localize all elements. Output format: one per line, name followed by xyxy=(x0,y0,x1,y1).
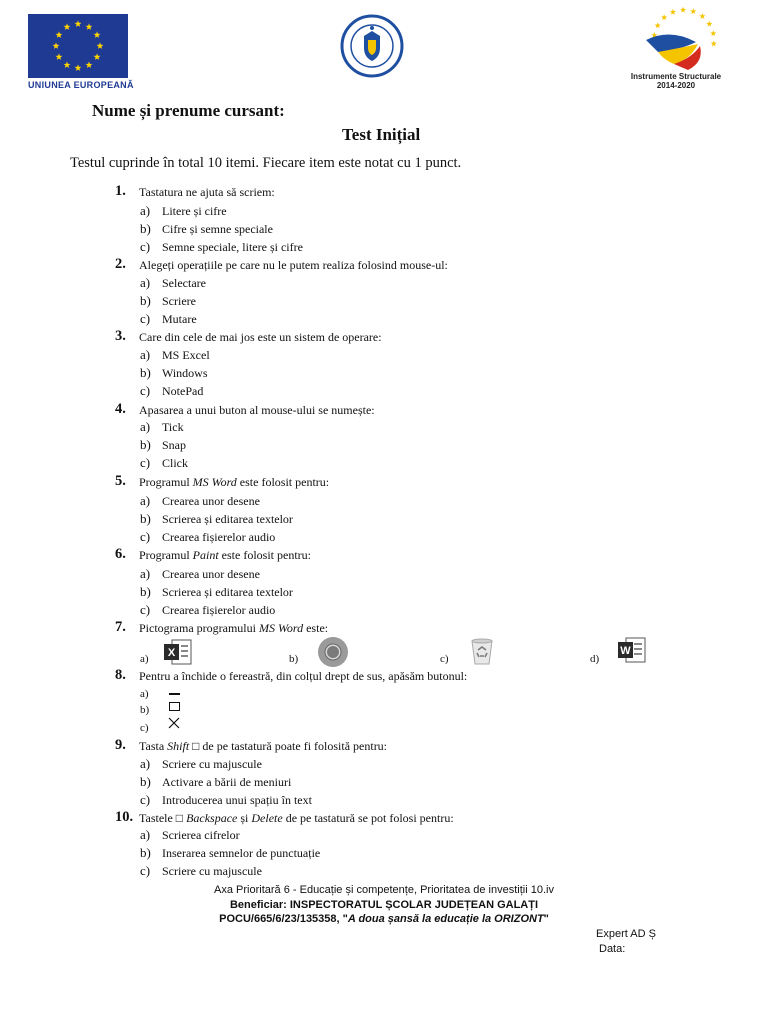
option-text: Scriere cu majuscule xyxy=(162,757,262,771)
question-text-post: este: xyxy=(303,621,329,635)
option-text: Litere și cifre xyxy=(162,204,227,218)
option-label: c) xyxy=(140,239,151,254)
struct-label-line2: 2014-2020 xyxy=(656,81,696,90)
struct-star-icon xyxy=(706,21,712,27)
question-text-emphasis: Shift xyxy=(167,739,190,753)
option-label: a) xyxy=(140,566,151,581)
option-text: Crearea fișierelor audio xyxy=(162,603,276,617)
question-text-post: este folosit pentru: xyxy=(236,475,330,489)
struct-star-icon xyxy=(680,7,686,13)
question-text xyxy=(139,811,454,826)
question-text-pre: Pictograma programului xyxy=(139,621,259,635)
eu-label: UNIUNEA EUROPEANĂ xyxy=(28,80,134,90)
struct-star-icon xyxy=(661,14,667,20)
option-label: b) xyxy=(140,437,151,452)
question-text-post: de pe tastatură se pot folosi pentru: xyxy=(282,811,454,825)
option-text: Crearea fișierelor audio xyxy=(162,530,276,544)
footer-project-code: POCU/665/6/23/135358, " xyxy=(219,913,348,925)
option-label: a) xyxy=(140,275,151,290)
expert-label: Expert AD Ș xyxy=(596,928,656,940)
option-text: Cifre și semne speciale xyxy=(162,222,273,236)
question-number: 10. xyxy=(115,809,134,825)
instrumente-structurale-logo xyxy=(640,4,722,74)
option-text: Click xyxy=(162,456,188,470)
option-text: Scrierea cifrelor xyxy=(162,828,240,842)
option-label: a) xyxy=(140,653,149,665)
question-text xyxy=(139,621,328,636)
instrumente-structurale-label xyxy=(622,72,730,90)
option-label: c) xyxy=(140,455,151,470)
close-icon xyxy=(167,716,181,735)
struct-star-icon xyxy=(690,8,696,14)
question-number: 5. xyxy=(115,473,126,489)
struct-star-icon xyxy=(710,30,716,36)
option-label: c) xyxy=(140,722,149,734)
option-text: Crearea unor desene xyxy=(162,567,260,581)
question-text: Alegeți operațiile pe care nu le putem realiza folosind mouse-ul: xyxy=(139,258,448,272)
option-text: Scrierea și editarea textelor xyxy=(162,512,293,526)
option-label: c) xyxy=(140,792,151,807)
question-number: 6. xyxy=(115,546,126,562)
question-text: Pentru a închide o fereastră, din colțul drept de sus, apăsăm butonul: xyxy=(139,669,468,683)
option-label: b) xyxy=(140,704,150,716)
option-label: c) xyxy=(140,863,151,878)
option-text: Introducerea unui spațiu în text xyxy=(162,793,312,807)
question-text-pre: Tastele □ xyxy=(139,811,187,825)
option-label: c) xyxy=(140,311,151,326)
question-text: Care din cele de mai jos este un sistem de operare: xyxy=(139,330,382,344)
option-label: c) xyxy=(440,653,449,665)
question-text-pre: Tasta xyxy=(139,739,168,753)
option-text: Crearea unor desene xyxy=(162,494,260,508)
question-text-post: □ de pe tastatură poate fi folosită pentru: xyxy=(189,739,388,753)
structural-funds-icon xyxy=(640,4,722,74)
question-text-mid: și xyxy=(237,811,252,825)
date-label: Data: xyxy=(599,943,626,955)
question-text xyxy=(139,475,329,490)
question-number: 7. xyxy=(115,619,126,635)
option-text: Scrierea și editarea textelor xyxy=(162,585,293,599)
option-text: MS Excel xyxy=(162,348,210,362)
footer-beneficiary-line: Beneficiar: INSPECTORATUL ȘCOLAR JUDEȚEAN GALAȚI xyxy=(229,899,539,911)
question-number: 9. xyxy=(115,737,126,753)
footer-axis-line: Axa Prioritară 6 - Educație și competențe, Prioritatea de investiții 10.iv xyxy=(214,884,554,896)
question-text-emphasis: MS Word xyxy=(258,621,304,635)
eu-flag-logo xyxy=(28,14,128,78)
struct-star-icon xyxy=(670,9,676,15)
option-label: a) xyxy=(140,827,151,842)
option-label: b) xyxy=(140,365,151,380)
test-intro: Testul cuprinde în total 10 itemi. Fiecare item este notat cu 1 punct. xyxy=(70,155,462,171)
option-text: NotePad xyxy=(162,384,204,398)
question-text-pre: Programul xyxy=(139,548,193,562)
option-text: Activare a bării de meniuri xyxy=(162,775,292,789)
struct-star-icon xyxy=(711,41,717,47)
option-text: Scriere cu majuscule xyxy=(162,864,262,878)
question-text xyxy=(139,548,311,563)
excel-icon xyxy=(163,638,193,671)
option-text: Inserarea semnelor de punctuație xyxy=(162,846,321,860)
option-label: a) xyxy=(140,756,151,771)
footer-project-line xyxy=(0,913,768,925)
option-label: c) xyxy=(140,529,151,544)
option-text: Semne speciale, litere și cifre xyxy=(162,240,303,254)
question-number: 3. xyxy=(115,328,126,344)
question-number: 4. xyxy=(115,401,126,417)
question-number: 2. xyxy=(115,256,126,272)
question-number: 8. xyxy=(115,667,126,683)
option-label: a) xyxy=(140,493,151,508)
question-text-post: este folosit pentru: xyxy=(218,548,311,562)
option-label: a) xyxy=(140,688,149,700)
chrome-icon xyxy=(317,636,349,673)
option-label: b) xyxy=(140,584,151,599)
svg-text:W: W xyxy=(620,645,631,657)
government-seal-icon xyxy=(340,14,404,78)
question-text-emphasis: MS Word xyxy=(192,475,237,489)
option-label: b) xyxy=(140,511,151,526)
struct-label-line1: Instrumente Structurale xyxy=(630,72,722,81)
option-label: b) xyxy=(140,221,151,236)
romanian-government-seal xyxy=(340,14,404,78)
option-label: a) xyxy=(140,419,151,434)
option-text: Mutare xyxy=(162,312,197,326)
question-text: Tastatura ne ajuta să scriem: xyxy=(139,185,275,199)
question-text-emphasis: Paint xyxy=(192,548,219,562)
option-label: c) xyxy=(140,383,151,398)
option-label: b) xyxy=(289,653,299,665)
test-title: Test Inițial xyxy=(342,125,421,144)
question-text-emphasis: Backspace xyxy=(186,811,238,825)
eu-stars-icon xyxy=(28,14,128,78)
option-text: Snap xyxy=(162,438,186,452)
question-text-pre: Programul xyxy=(139,475,193,489)
student-name-line: Nume și prenume cursant: xyxy=(92,101,285,120)
question-text xyxy=(139,739,387,754)
footer-project-quote: " xyxy=(543,913,549,925)
svg-text:X: X xyxy=(167,647,176,659)
recycle-bin-icon xyxy=(467,636,497,671)
struct-star-icon xyxy=(655,22,661,28)
question-text: Apasarea a unui buton al mouse-ului se numește: xyxy=(139,403,375,417)
option-label: b) xyxy=(140,845,151,860)
option-label: a) xyxy=(140,347,151,362)
option-label: c) xyxy=(140,602,151,617)
option-text: Selectare xyxy=(162,276,206,290)
word-icon xyxy=(617,636,647,669)
question-number: 1. xyxy=(115,183,126,199)
option-text: Tick xyxy=(162,420,184,434)
option-label: b) xyxy=(140,774,151,789)
option-text: Scriere xyxy=(162,294,196,308)
option-label: b) xyxy=(140,293,151,308)
struct-star-icon xyxy=(699,13,705,19)
option-label: a) xyxy=(140,203,151,218)
question-text-emphasis-2: Delete xyxy=(251,811,283,825)
option-label: d) xyxy=(590,653,600,665)
footer-project-name: A doua șansă la educație la ORIZONT xyxy=(347,913,544,925)
option-text: Windows xyxy=(162,366,208,380)
